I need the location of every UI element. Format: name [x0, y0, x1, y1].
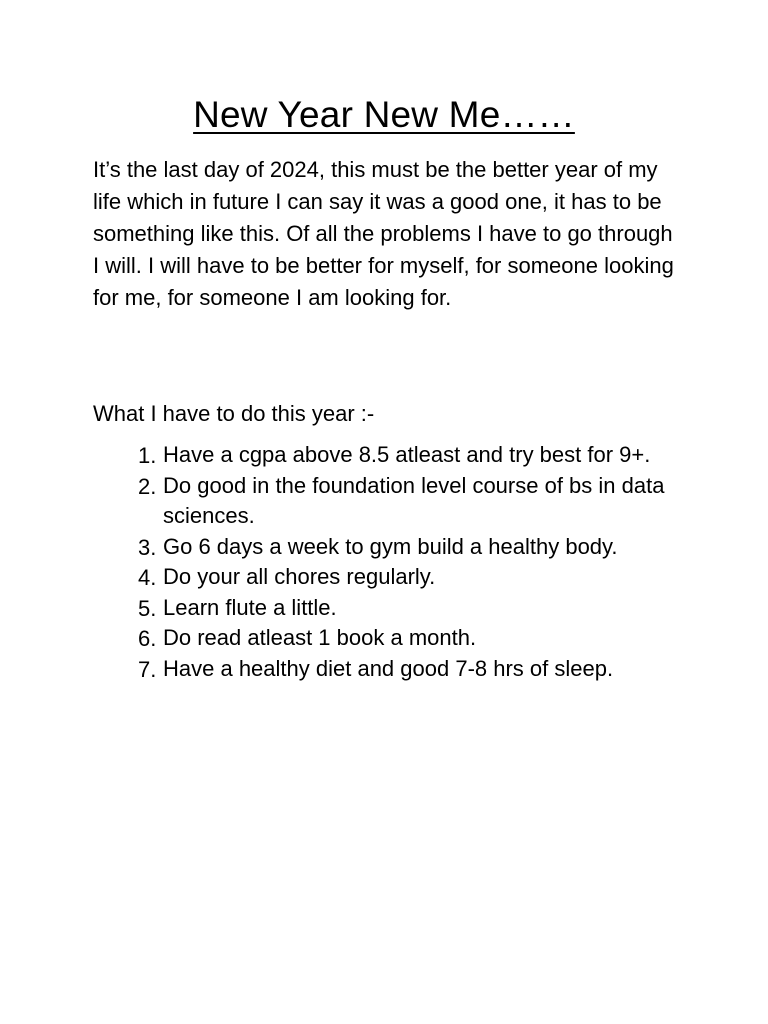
todo-list	[93, 440, 673, 684]
list-item	[93, 440, 673, 471]
list-item-text: Learn flute a little.	[163, 594, 337, 620]
list-item-text: Do your all chores regularly.	[163, 564, 436, 589]
list-item	[93, 623, 673, 654]
intro-paragraph: It’s the last day of 2024, this must be the better year of my life which in future I can say it was a good one, it has to be something like this. Of all the problems I have to go through I will. I will have to be better for myself, for someone looking for me, for someone I am looking for.	[93, 157, 674, 310]
list-item-text: Go 6 days a week to gym build a healthy body.	[163, 533, 618, 559]
list-item-text: Have a healthy diet and good 7-8 hrs of sleep.	[163, 655, 614, 681]
list-item-text: Have a cgpa above 8.5 atleast and try best for 9+.	[163, 442, 651, 467]
list-item	[93, 654, 673, 685]
document-title: New Year New Me……	[193, 94, 575, 135]
list-item-number: 7.	[138, 656, 157, 682]
list-item-text: Do good in the foundation level course of bs in data sciences.	[163, 472, 665, 528]
todo-heading: What I have to do this year :-	[93, 401, 375, 426]
list-item	[93, 593, 673, 624]
list-item-number: 1.	[138, 443, 157, 468]
list-item	[93, 562, 673, 593]
list-item-number: 3.	[138, 534, 157, 560]
list-item-number: 6.	[138, 626, 157, 651]
list-item	[93, 532, 673, 563]
list-item-text: Do read atleast 1 book a month.	[163, 625, 477, 650]
list-item-number: 4.	[138, 565, 157, 590]
list-item	[93, 471, 673, 532]
list-item-number: 5.	[138, 595, 157, 621]
list-item-number: 2.	[138, 473, 157, 499]
